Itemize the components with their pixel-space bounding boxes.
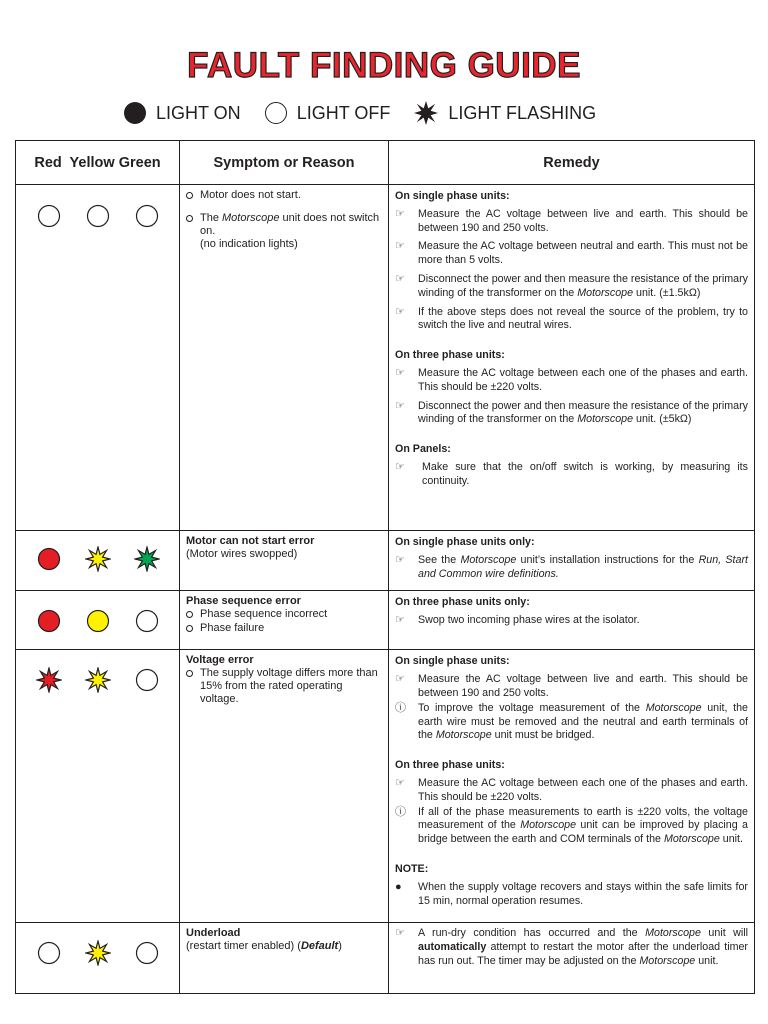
symptom-cell — [180, 531, 389, 591]
table-row — [16, 650, 755, 923]
light-on-icon — [124, 102, 146, 124]
pointing-hand-icon: ☞ — [395, 553, 405, 566]
symptom-text: Phase failure — [200, 622, 265, 635]
green-light-off-icon — [134, 203, 160, 229]
legend-flashing — [414, 101, 596, 125]
remedy-text: If all of the phase measurements to earth is ±220 volts, the voltage measurement of the Motorscope unit can be improved by placing a bridge between the earth and COM terminals of the Motorscope unit. — [418, 805, 748, 846]
light-off-icon — [265, 102, 287, 124]
pointing-hand-icon: ☞ — [395, 305, 405, 318]
remedy-heading: On three phase units: — [395, 349, 505, 362]
yellow-light-flash-yellow-icon — [85, 940, 111, 966]
legend-flashing-label: LIGHT FLASHING — [448, 102, 597, 123]
green-light-off-icon — [134, 940, 160, 966]
table-row — [16, 591, 755, 650]
remedy-heading: On single phase units: — [395, 190, 510, 202]
yellow-light-off-icon — [85, 203, 111, 229]
legend-off-label: LIGHT OFF — [296, 102, 391, 123]
header-remedy: Remedy — [389, 141, 755, 185]
yellow-light-on-yellow-icon — [85, 608, 111, 634]
bullet-icon — [186, 670, 193, 677]
remedy-heading: On three phase units only: — [395, 596, 530, 609]
legend — [124, 98, 620, 128]
table-row — [16, 923, 755, 994]
lights-cell — [16, 185, 180, 531]
green-light-off-icon — [134, 608, 160, 634]
remedy-cell — [389, 923, 755, 994]
symptom-text: (Motor wires swopped) — [186, 548, 298, 560]
pointing-hand-icon: ☞ — [395, 673, 405, 686]
bullet-icon — [186, 215, 193, 222]
remedy-text: Disconnect the power and then measure the resistance of the primary winding of the transformer on the Motorscope unit. (±5kΩ) — [418, 399, 748, 426]
remedy-text: To improve the voltage measurement of the Motorscope unit, the earth wire must be removed and the neutral and earth terminals of the Motorscope unit must be bridged. — [418, 701, 749, 742]
remedy-text: Measure the AC voltage between live and earth. This should be between 190 and 250 volts. — [418, 673, 748, 699]
remedy-heading: On single phase units only: — [395, 536, 535, 548]
page-title: FAULT FINDING GUIDE — [187, 46, 581, 85]
bullet-icon — [186, 192, 193, 199]
symptom-cell — [180, 185, 389, 531]
pointing-hand-icon: ☞ — [395, 366, 405, 379]
table-row — [16, 185, 755, 531]
red-light-flash-red-icon — [36, 667, 62, 693]
table-header-row — [16, 141, 755, 185]
pointing-hand-icon: ☞ — [395, 272, 405, 285]
table-row — [16, 531, 755, 591]
header-lights: Red Yellow Green — [16, 141, 180, 185]
symptom-cell — [180, 923, 389, 994]
symptom-title: Phase sequence error — [186, 595, 301, 608]
symptom-text: The supply voltage differs more than 15% from the rated operating voltage. — [200, 667, 378, 706]
red-light-off-icon — [36, 203, 62, 229]
remedy-text: If the above steps does not reveal the source of the problem, try to switch the live and neutral wires. — [418, 305, 748, 332]
green-light-flash-green-icon — [134, 546, 160, 572]
remedy-text: Swop two incoming phase wires at the isolator. — [418, 614, 640, 627]
bullet-dot-icon: ● — [395, 880, 402, 893]
legend-off — [265, 102, 391, 124]
symptom-text: Phase sequence incorrect — [200, 608, 328, 621]
lights-cell — [16, 923, 180, 994]
pointing-hand-icon: ☞ — [395, 460, 405, 473]
remedy-cell — [389, 650, 755, 923]
pointing-hand-icon: ☞ — [395, 776, 405, 789]
legend-on — [124, 102, 241, 124]
header-symptom: Symptom or Reason — [180, 141, 389, 185]
red-light-on-red-icon — [36, 546, 62, 572]
remedy-text: Make sure that the on/off switch is working, by measuring its continuity. — [422, 460, 748, 487]
remedy-text: See the Motorscope unit’s installation instructions for the Run, Start and Common wire definitions. — [418, 553, 748, 580]
yellow-light-flash-yellow-icon — [85, 667, 111, 693]
green-light-off-icon — [134, 667, 160, 693]
remedy-cell — [389, 531, 755, 591]
remedy-text: Disconnect the power and then measure the resistance of the primary winding of the transformer on the Motorscope unit. (±1.5kΩ) — [418, 272, 748, 299]
symptom-title: Voltage error — [186, 654, 254, 667]
pointing-hand-icon: ☞ — [395, 927, 405, 940]
lights-cell — [16, 531, 180, 591]
remedy-cell — [389, 185, 755, 531]
bullet-icon — [186, 625, 193, 632]
symptom-title: Underload — [186, 927, 241, 940]
remedy-text: Measure the AC voltage between neutral and earth. This must not be more than 5 volts. — [418, 240, 748, 267]
yellow-light-flash-yellow-icon — [85, 546, 111, 572]
symptom-text: The Motorscope unit does not switch on. (no indication lights) — [200, 212, 380, 250]
lights-cell — [16, 650, 180, 923]
pointing-hand-icon: ☞ — [395, 399, 405, 412]
symptom-text: (restart timer enabled) (Default) — [186, 940, 342, 953]
remedy-text: When the supply voltage recovers and stays within the safe limits for 15 min, normal operation resumes. — [418, 880, 748, 907]
light-flashing-icon — [414, 101, 438, 125]
symptom-cell — [180, 650, 389, 923]
info-icon: ⓘ — [395, 805, 406, 818]
remedy-heading: On three phase units: — [395, 759, 505, 772]
red-light-on-red-icon — [36, 608, 62, 634]
remedy-text: Measure the AC voltage between live and earth. This should be between 190 and 250 volts. — [418, 207, 748, 234]
info-icon: ⓘ — [395, 701, 406, 714]
remedy-text: Measure the AC voltage between each one of the phases and earth. This should be ±220 volts. — [418, 366, 748, 393]
remedy-heading: On single phase units: — [395, 655, 510, 668]
legend-on-label: LIGHT ON — [156, 102, 241, 123]
bullet-icon — [186, 611, 193, 618]
note-heading: NOTE: — [395, 862, 429, 875]
remedy-text: Measure the AC voltage between each one of the phases and earth. This should be ±220 volts. — [418, 776, 748, 803]
lights-cell — [16, 591, 180, 650]
pointing-hand-icon: ☞ — [395, 207, 405, 220]
remedy-text: A run-dry condition has occurred and the Motorscope unit will automatically attempt to restart the motor after the underload timer has run out. The timer may be adjusted on the Motorscope unit. — [418, 927, 748, 967]
symptom-title: Motor can not start error — [186, 535, 315, 547]
fault-table — [15, 140, 755, 994]
symptom-text: Motor does not start. — [200, 189, 301, 201]
remedy-heading: On Panels: — [395, 443, 451, 456]
pointing-hand-icon: ☞ — [395, 614, 405, 627]
red-light-off-icon — [36, 940, 62, 966]
pointing-hand-icon: ☞ — [395, 240, 405, 253]
symptom-cell — [180, 591, 389, 650]
remedy-cell — [389, 591, 755, 650]
